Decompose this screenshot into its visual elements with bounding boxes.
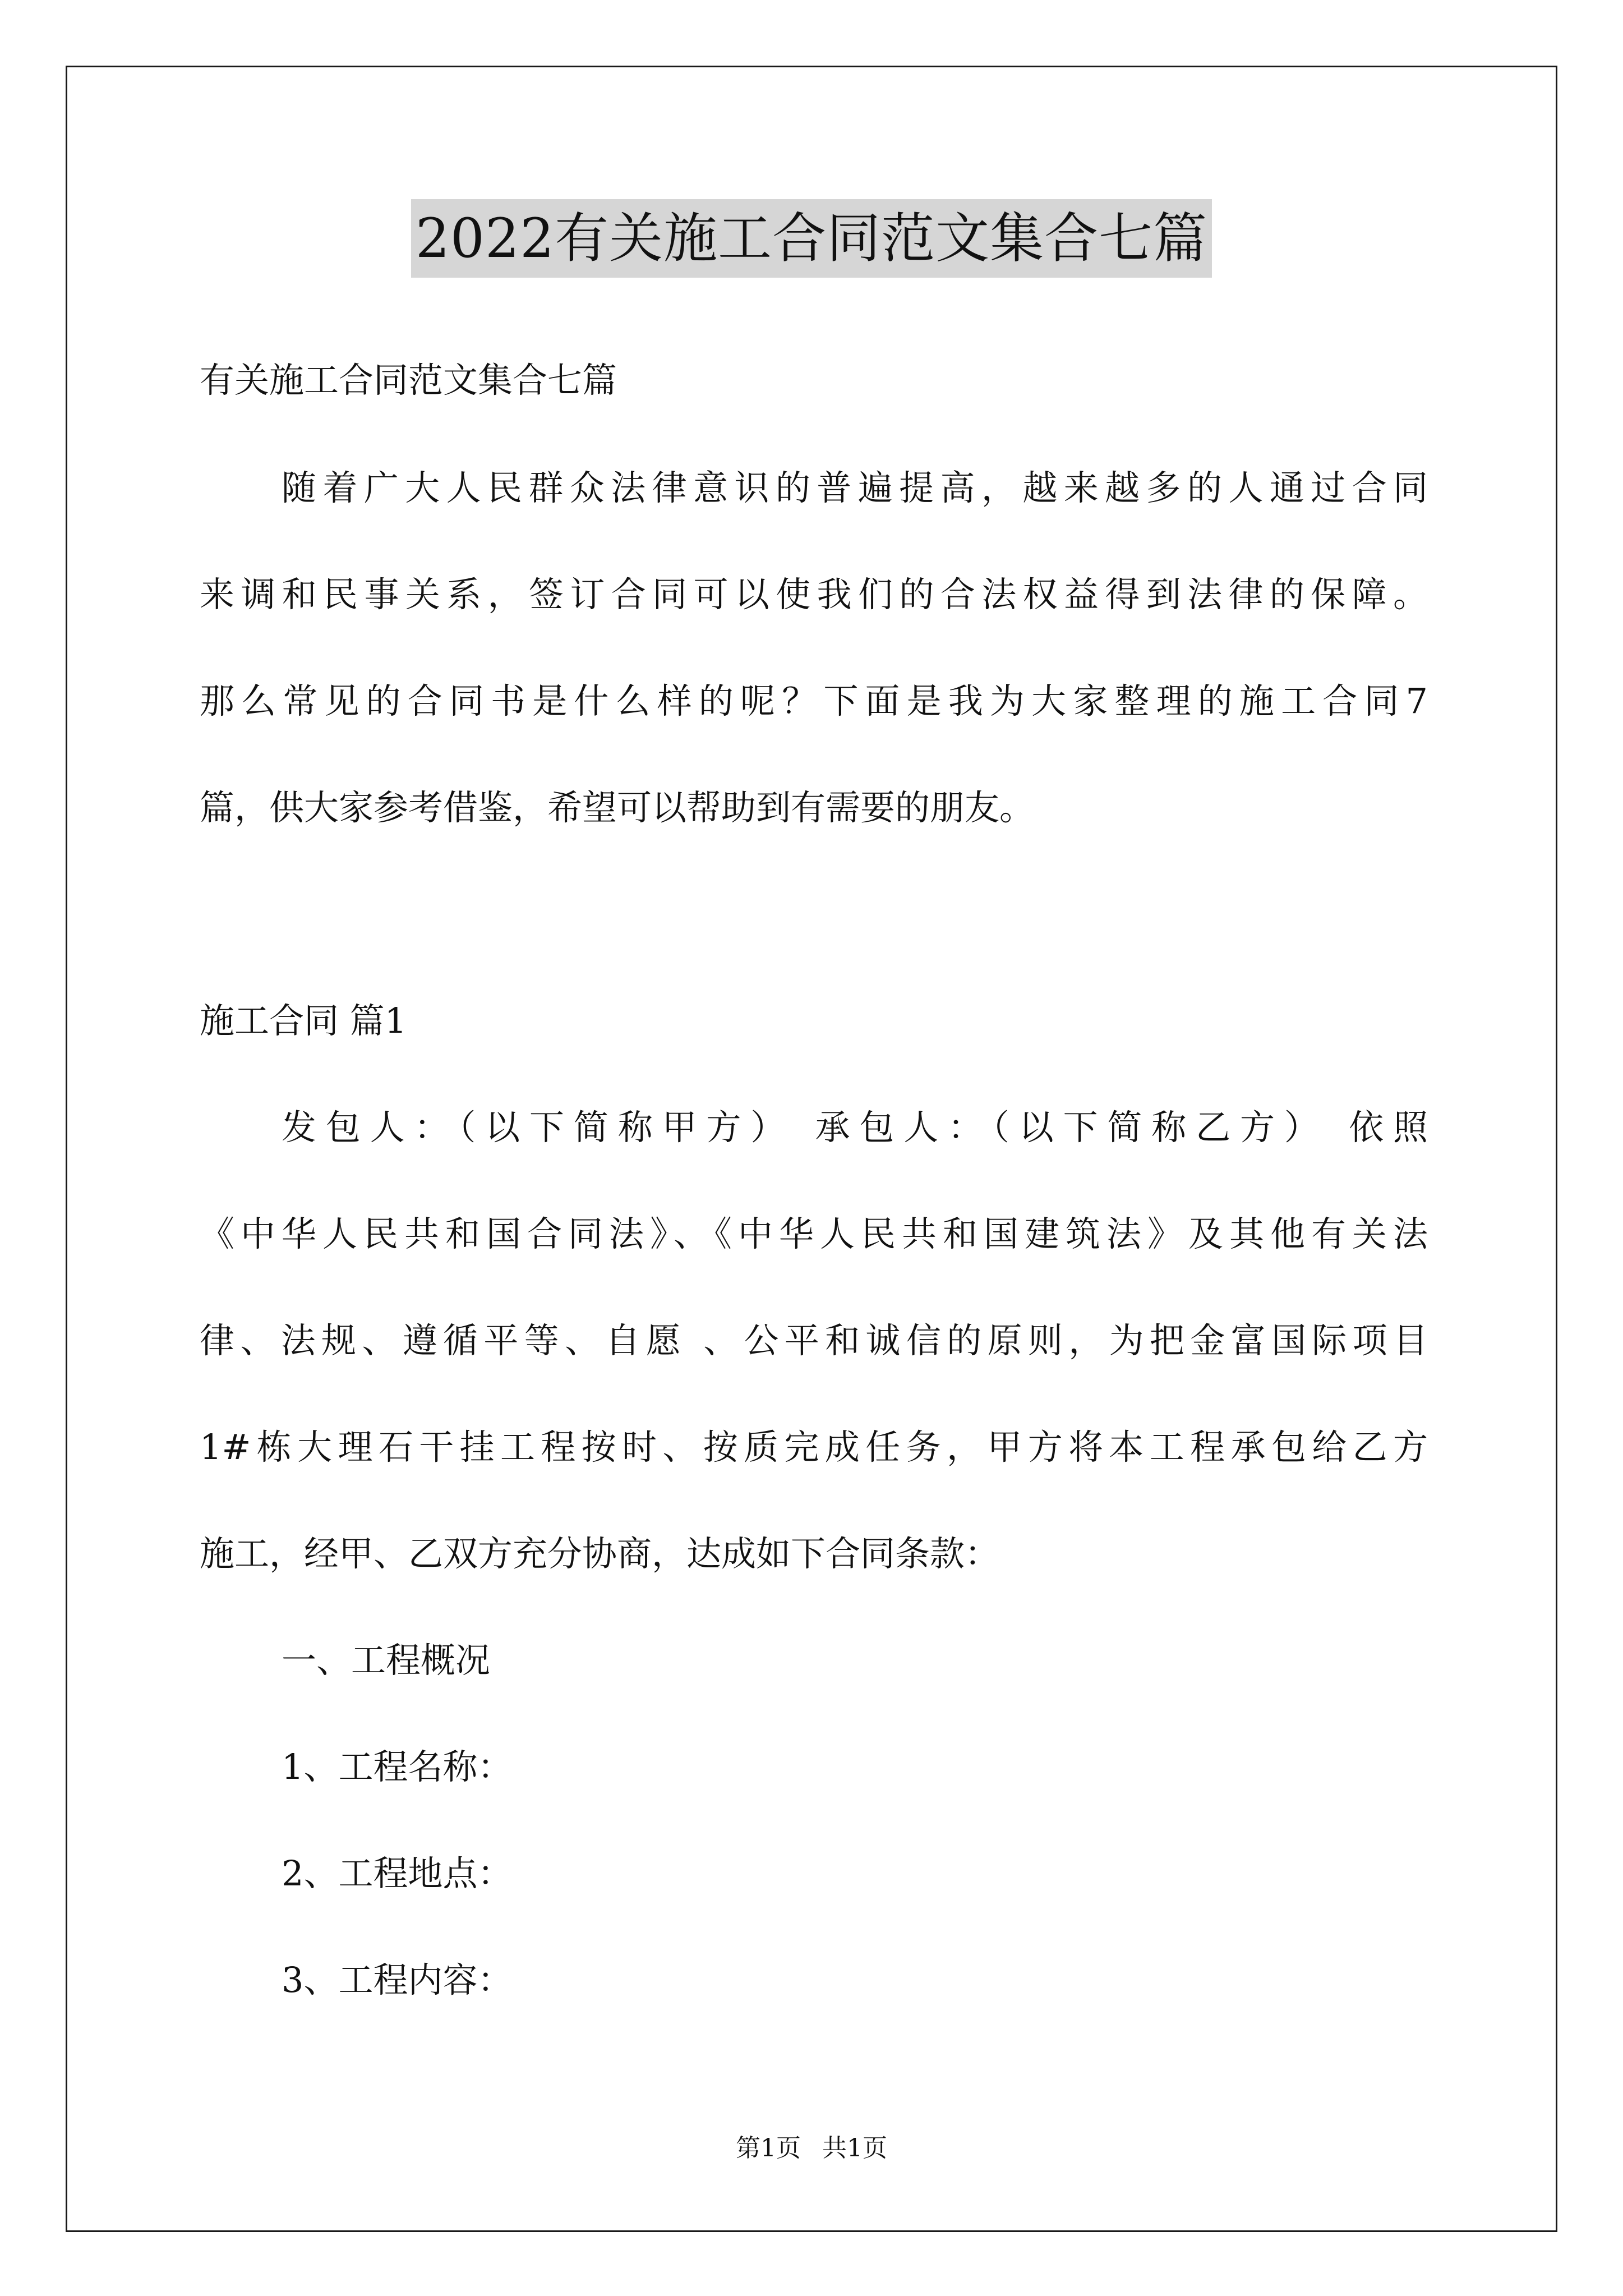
intro-line-4: 篇，供大家参考借鉴，希望可以帮助到有需要的朋友。 xyxy=(200,787,1035,828)
body-line-5: 施工，经甲、乙双方充分协商，达成如下合同条款： xyxy=(200,1533,1000,1574)
clause-heading: 一、工程概况 xyxy=(282,1640,491,1681)
clause-project-content: 3、工程内容： xyxy=(282,1959,513,2000)
intro-line-3: 那么常见的合同书是什么样的呢？下面是我为大家整理的施工合同7 xyxy=(200,680,1428,721)
document-title: 2022有关施工合同范文集合七篇 xyxy=(411,199,1212,278)
title-container xyxy=(0,199,1623,278)
clause-project-name: 1、工程名称： xyxy=(282,1746,513,1787)
document-subtitle: 有关施工合同范文集合七篇 xyxy=(200,360,617,401)
intro-line-1: 随着广大人民群众法律意识的普遍提高，越来越多的人通过合同 xyxy=(282,467,1428,508)
clause-project-location: 2、工程地点： xyxy=(282,1853,513,1894)
page-footer: 第1页 共1页 xyxy=(736,2134,887,2162)
body-line-3: 律、法规、遵循平等、自愿 、公平和诚信的原则，为把金富国际项目 xyxy=(200,1320,1428,1361)
section-heading: 施工合同 篇1 xyxy=(200,1000,407,1041)
intro-line-2: 来调和民事关系，签订合同可以使我们的合法权益得到法律的保障。 xyxy=(200,574,1428,615)
body-line-4: 1#栋大理石干挂工程按时、按质完成任务，甲方将本工程承包给乙方 xyxy=(200,1427,1428,1467)
body-line-1: 发包人：（以下简称甲方） 承包人：（以下简称乙方） 依照 xyxy=(282,1107,1428,1148)
body-line-2: 《中华人民共和国合同法》、《中华人民共和国建筑法》及其他有关法 xyxy=(200,1213,1428,1254)
